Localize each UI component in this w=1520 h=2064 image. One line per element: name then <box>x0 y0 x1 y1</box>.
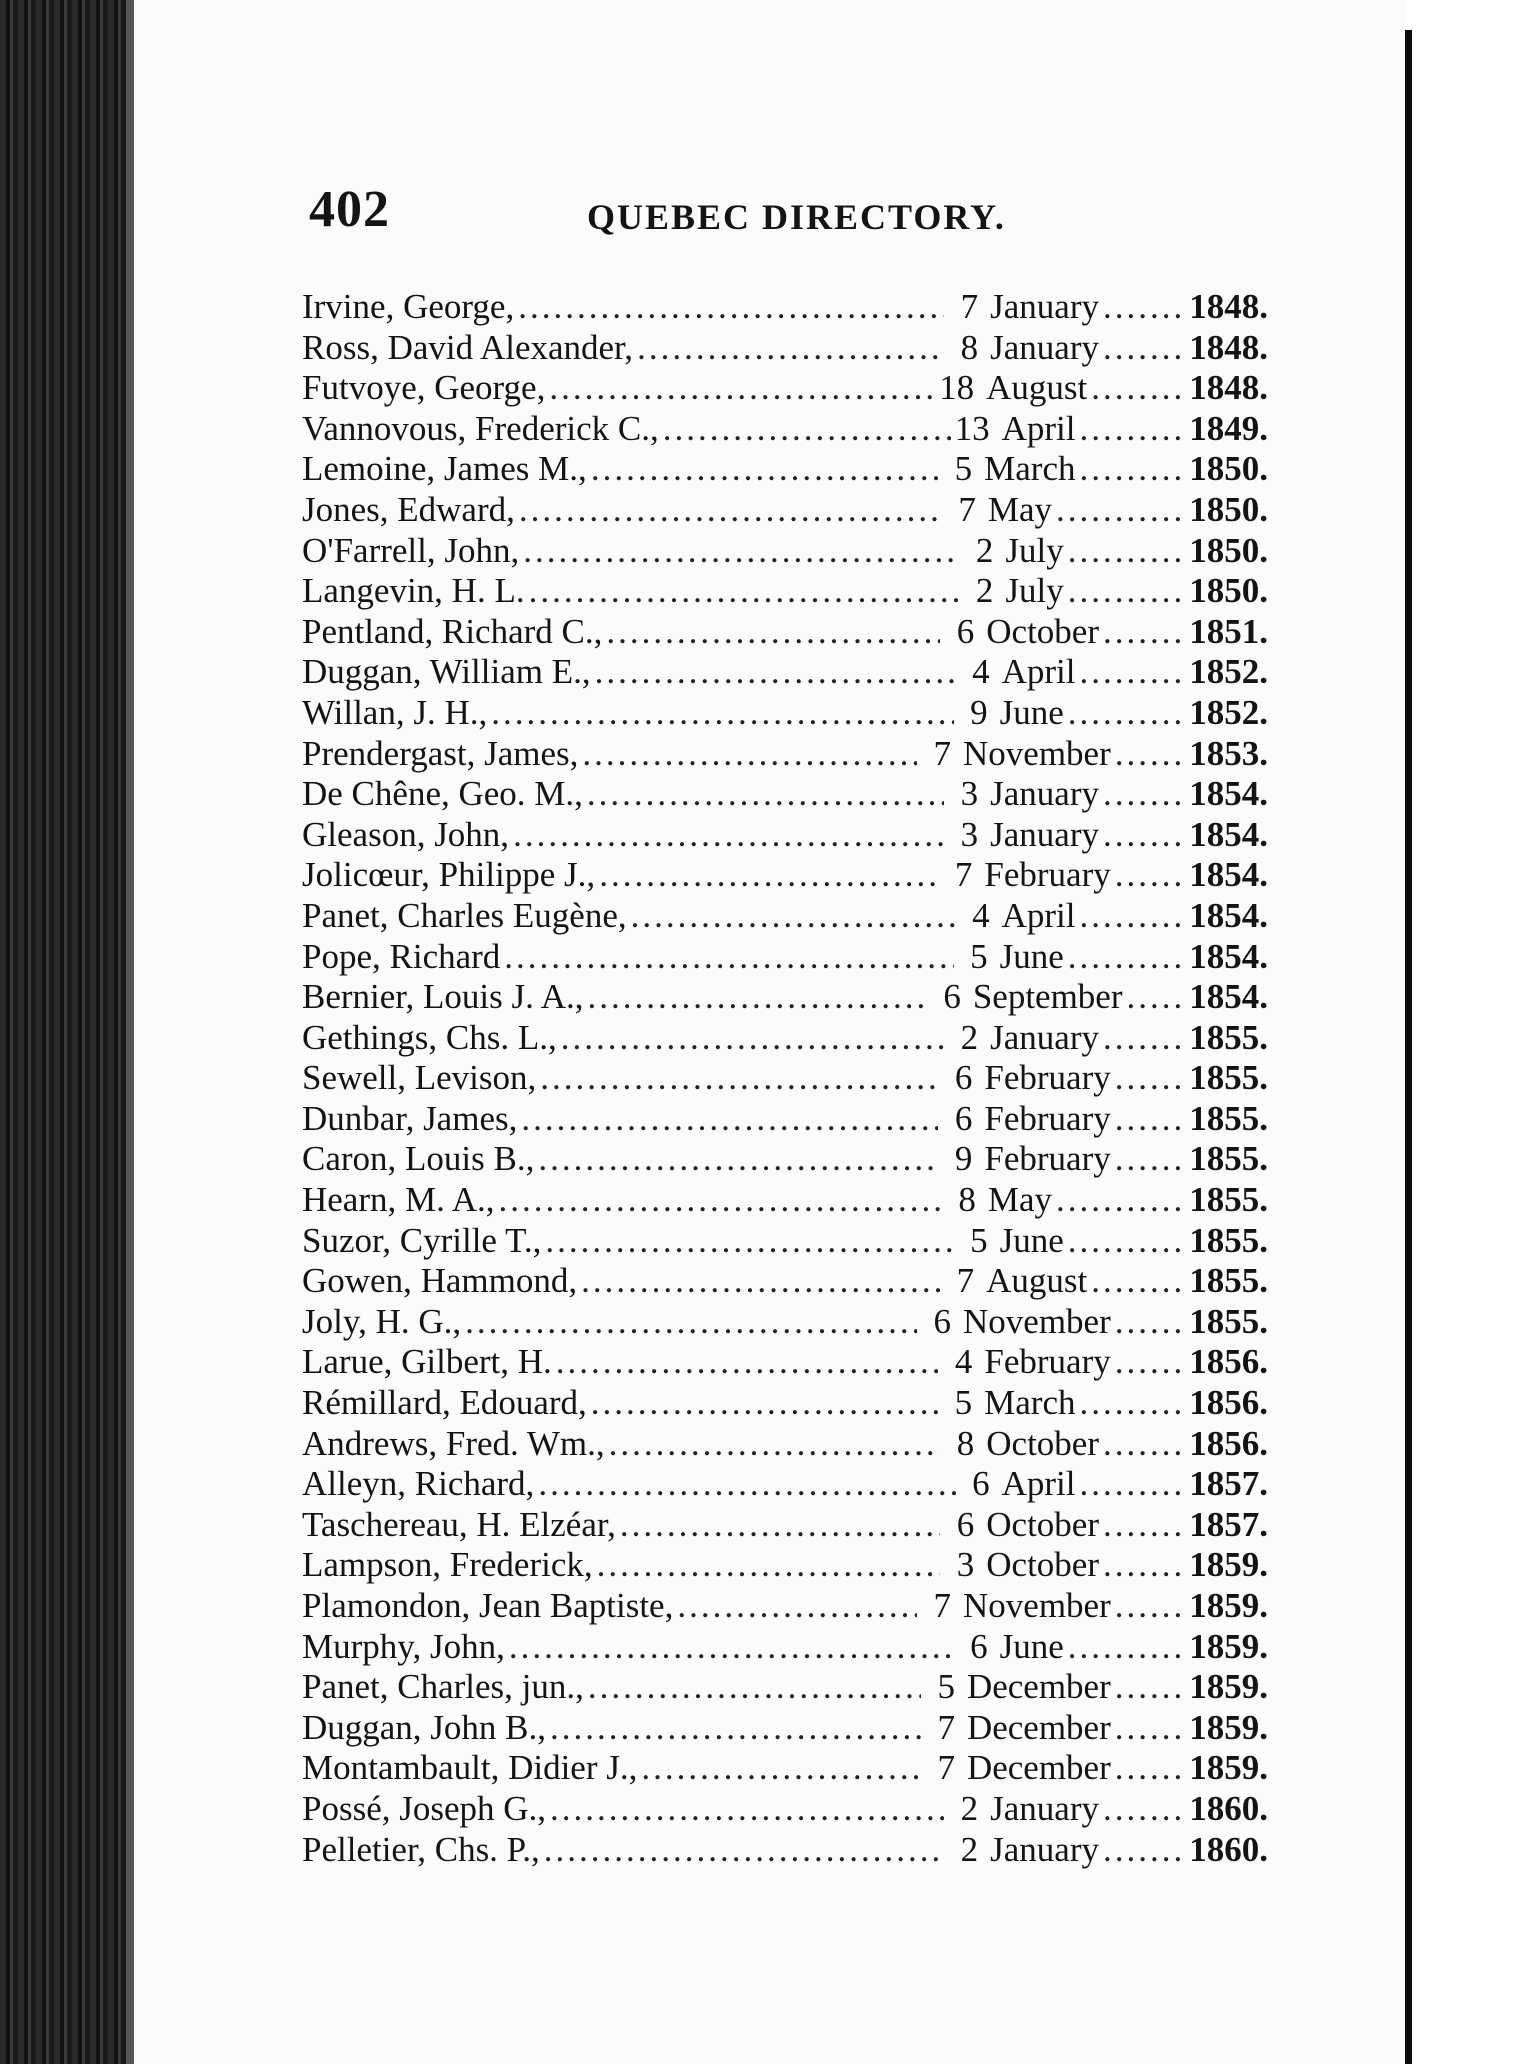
leader-dots: .......... <box>1067 1220 1186 1260</box>
leader-dots: .......... <box>1067 571 1186 611</box>
leader-dots <box>609 1424 941 1464</box>
entry-day: 3 <box>960 774 979 814</box>
leader-dots: ....... <box>1103 774 1186 814</box>
list-item <box>302 1586 1268 1627</box>
leader-dots: ....... <box>1103 814 1186 854</box>
entry-day: 2 <box>960 1829 979 1869</box>
entry-name: Gowen, Hammond, <box>302 1261 578 1301</box>
entry-year: 1860. <box>1189 1829 1268 1869</box>
entry-name: Lampson, Frederick, <box>302 1545 593 1585</box>
entry-year: 1854. <box>1189 936 1268 976</box>
leader-dots: ...... <box>1114 855 1186 895</box>
leader-dots: ...... <box>1114 1301 1186 1341</box>
entry-name: Taschereau, H. Elzéar, <box>302 1504 616 1544</box>
entry-year: 1848. <box>1189 287 1268 326</box>
entry-month: February <box>984 1098 1111 1138</box>
entry-name: Rémillard, Edouard, <box>302 1383 587 1423</box>
leader-dots: ...... <box>1114 1667 1186 1707</box>
entry-name: Langevin, H. L. <box>302 571 525 611</box>
entry-year: 1852. <box>1189 652 1268 692</box>
entry-name: Gethings, Chs. L., <box>302 1017 557 1057</box>
leader-dots: ....... <box>1103 1545 1186 1585</box>
leader-dots: ........ <box>1091 368 1186 408</box>
entry-year: 1855. <box>1189 1017 1268 1057</box>
leader-dots: ......... <box>1079 895 1186 935</box>
entry-month: November <box>963 733 1111 773</box>
entry-year: 1856. <box>1189 1342 1268 1382</box>
leader-dots: ........... <box>1056 1180 1186 1220</box>
entry-year: 1848. <box>1189 368 1268 408</box>
entry-month: July <box>1005 571 1064 611</box>
entry-year: 1859. <box>1189 1707 1268 1747</box>
entry-month: May <box>987 1180 1052 1220</box>
entry-day: 2 <box>975 530 994 570</box>
entry-month: March <box>984 449 1076 489</box>
entry-month: April <box>1001 895 1076 935</box>
leader-dots <box>504 937 953 977</box>
entry-year: 1855. <box>1189 1180 1268 1220</box>
entry-name: O'Farrell, John, <box>302 530 520 570</box>
entry-year: 1854. <box>1189 895 1268 935</box>
leader-dots: ......... <box>1079 1464 1186 1504</box>
leader-dots <box>544 1830 944 1870</box>
leader-dots <box>538 1139 938 1179</box>
list-item <box>302 409 1268 450</box>
entry-year: 1850. <box>1189 571 1268 611</box>
entry-day: 13 <box>954 408 990 448</box>
entry-day: 7 <box>937 1707 955 1747</box>
entry-month: January <box>990 327 1099 367</box>
entry-name: Dunbar, James, <box>302 1098 518 1138</box>
entry-day: 8 <box>956 1423 975 1463</box>
list-item <box>302 937 1268 978</box>
entry-day: 5 <box>954 449 973 489</box>
entry-day: 2 <box>960 1017 979 1057</box>
leader-dots: ...... <box>1114 1748 1186 1788</box>
entry-month: February <box>984 1139 1111 1179</box>
entry-name: Alleyn, Richard, <box>302 1464 535 1504</box>
leader-dots <box>620 1505 940 1545</box>
leader-dots <box>491 693 953 733</box>
list-item <box>302 1545 1268 1586</box>
entry-month: November <box>963 1301 1111 1341</box>
entry-name: Caron, Louis B., <box>302 1139 535 1179</box>
list-item <box>302 1708 1268 1749</box>
list-item <box>302 774 1268 815</box>
entry-day: 7 <box>958 489 976 529</box>
entry-month: April <box>1001 652 1076 692</box>
entry-day: 5 <box>970 936 988 976</box>
entry-year: 1851. <box>1189 611 1268 651</box>
leader-dots: ......... <box>1079 652 1186 692</box>
list-item <box>302 693 1268 734</box>
entry-month: November <box>963 1586 1111 1625</box>
leader-dots: ........... <box>1056 489 1186 529</box>
entry-month: April <box>1001 408 1076 448</box>
spine-edge <box>126 0 134 2064</box>
entry-day: 6 <box>972 1464 990 1504</box>
entry-day: 3 <box>956 1545 975 1585</box>
entry-year: 1855. <box>1189 1098 1268 1138</box>
list-item <box>302 449 1268 490</box>
right-border-rule <box>1405 30 1412 2064</box>
entry-year: 1857. <box>1189 1464 1268 1504</box>
entry-day: 9 <box>970 692 988 732</box>
entry-name: Panet, Charles Eugène, <box>302 895 627 935</box>
entry-month: February <box>984 855 1111 895</box>
entry-year: 1850. <box>1189 449 1268 489</box>
leader-dots <box>556 1342 939 1382</box>
list-item <box>302 1099 1268 1140</box>
leader-dots <box>641 1748 921 1788</box>
leader-dots <box>587 774 944 814</box>
entry-year: 1849. <box>1189 408 1268 448</box>
entry-name: Montambault, Didier J., <box>302 1748 638 1788</box>
entry-name: Jolicœur, Philippe J., <box>302 855 596 895</box>
entry-month: June <box>999 1220 1064 1260</box>
entry-day: 6 <box>954 1058 973 1098</box>
list-item <box>302 531 1268 572</box>
entry-name: Willan, J. H., <box>302 692 488 732</box>
leader-dots: ......... <box>1079 408 1186 448</box>
list-item <box>302 1302 1268 1343</box>
leader-dots: .......... <box>1067 936 1186 976</box>
leader-dots <box>498 1180 941 1220</box>
entry-month: January <box>990 287 1099 326</box>
entry-day: 7 <box>956 1261 975 1301</box>
leader-dots <box>588 977 927 1017</box>
leader-dots: ....... <box>1103 1017 1186 1057</box>
entry-name: Bernier, Louis J. A., <box>302 977 584 1017</box>
entry-month: January <box>990 774 1099 814</box>
leader-dots <box>521 1099 938 1139</box>
entry-name: Gleason, John, <box>302 814 510 854</box>
leader-dots <box>519 490 942 530</box>
entry-year: 1854. <box>1189 855 1268 895</box>
entry-year: 1857. <box>1189 1504 1268 1544</box>
list-item <box>302 1789 1268 1830</box>
book-spine <box>0 0 134 2064</box>
entry-day: 7 <box>960 287 979 326</box>
entry-year: 1855. <box>1189 1301 1268 1341</box>
entry-month: December <box>966 1667 1111 1707</box>
entry-name: Lemoine, James M., <box>302 449 587 489</box>
entry-day: 7 <box>933 1586 952 1625</box>
leader-dots: .......... <box>1067 1626 1186 1666</box>
entry-day: 9 <box>954 1139 973 1179</box>
leader-dots: ....... <box>1103 1504 1186 1544</box>
entry-month: September <box>972 977 1123 1017</box>
entry-name: Possé, Joseph G., <box>302 1788 547 1828</box>
leader-dots: ...... <box>1114 1707 1186 1747</box>
leader-dots <box>540 1058 938 1098</box>
leader-dots <box>677 1586 917 1626</box>
list-item <box>302 652 1268 693</box>
leader-dots: ......... <box>1079 449 1186 489</box>
list-item <box>302 977 1268 1018</box>
list-item <box>302 1830 1268 1871</box>
leader-dots: ....... <box>1103 327 1186 367</box>
leader-dots <box>561 1018 944 1058</box>
list-item <box>302 1342 1268 1383</box>
entry-day: 3 <box>960 814 979 854</box>
entry-day: 7 <box>954 855 973 895</box>
leader-dots: .......... <box>1067 530 1186 570</box>
entry-year: 1855. <box>1189 1261 1268 1301</box>
list-item <box>302 1058 1268 1099</box>
list-item <box>302 287 1268 328</box>
entry-name: Murphy, John, <box>302 1626 505 1666</box>
leader-dots: ...... <box>1114 1342 1186 1382</box>
list-item <box>302 1667 1268 1708</box>
directory-list <box>302 287 1268 1870</box>
entry-month: August <box>986 1261 1088 1301</box>
entry-year: 1855. <box>1189 1058 1268 1098</box>
entry-name: Futvoye, George, <box>302 368 546 408</box>
leader-dots: ...... <box>1114 1139 1186 1179</box>
leader-dots <box>663 409 951 449</box>
entry-name: De Chêne, Geo. M., <box>302 774 583 814</box>
list-item <box>302 1180 1268 1221</box>
entry-year: 1850. <box>1189 530 1268 570</box>
entry-day: 8 <box>958 1180 976 1220</box>
entry-year: 1855. <box>1189 1139 1268 1179</box>
entry-year: 1848. <box>1189 327 1268 367</box>
leader-dots <box>599 855 938 895</box>
page-header <box>309 180 1009 250</box>
entry-name: Suzor, Cyrille T., <box>302 1220 542 1260</box>
list-item <box>302 1627 1268 1668</box>
entry-year: 1854. <box>1189 977 1268 1017</box>
leader-dots <box>631 896 956 936</box>
leader-dots: ....... <box>1103 1829 1186 1869</box>
leader-dots <box>550 1708 921 1748</box>
leader-dots <box>595 652 956 692</box>
leader-dots <box>588 1667 921 1707</box>
entry-month: December <box>966 1707 1111 1747</box>
entry-month: August <box>986 368 1088 408</box>
leader-dots: ........ <box>1091 1261 1186 1301</box>
entry-name: Hearn, M. A., <box>302 1180 495 1220</box>
leader-dots <box>509 1627 954 1667</box>
leader-dots: ...... <box>1114 733 1186 773</box>
entry-month: October <box>986 1423 1099 1463</box>
entry-month: October <box>986 611 1099 651</box>
entry-name: Panet, Charles, jun., <box>302 1667 584 1707</box>
entry-name: Duggan, William E., <box>302 652 591 692</box>
leader-dots: .......... <box>1067 692 1186 732</box>
leader-dots: ...... <box>1114 1586 1186 1625</box>
leader-dots <box>597 1545 941 1585</box>
list-item <box>302 1748 1268 1789</box>
entry-year: 1853. <box>1189 733 1268 773</box>
list-item <box>302 612 1268 653</box>
entry-year: 1850. <box>1189 489 1268 529</box>
list-item <box>302 1464 1268 1505</box>
list-item <box>302 490 1268 531</box>
entry-name: Vannovous, Frederick C., <box>302 408 659 448</box>
leader-dots <box>591 1383 938 1423</box>
entry-name: Joly, H. G., <box>302 1301 462 1341</box>
entry-name: Irvine, George, <box>302 287 515 326</box>
leader-dots: ......... <box>1079 1383 1186 1423</box>
entry-month: October <box>986 1545 1099 1585</box>
page-title: QUEBEC DIRECTORY. <box>587 197 1006 237</box>
entry-name: Ross, David Alexander, <box>302 327 634 367</box>
entry-name: Pentland, Richard C., <box>302 611 603 651</box>
entry-day: 5 <box>970 1220 988 1260</box>
entry-month: March <box>984 1383 1076 1423</box>
entry-year: 1854. <box>1189 814 1268 854</box>
entry-month: June <box>999 1626 1064 1666</box>
entry-name: Larue, Gilbert, H. <box>302 1342 552 1382</box>
leader-dots: ....... <box>1103 287 1186 326</box>
entry-year: 1856. <box>1189 1383 1268 1423</box>
entry-month: May <box>987 489 1052 529</box>
list-item <box>302 1018 1268 1059</box>
list-item <box>302 1221 1268 1262</box>
entry-day: 6 <box>933 1301 952 1341</box>
entry-year: 1860. <box>1189 1788 1268 1828</box>
entry-day: 7 <box>933 733 952 773</box>
entry-day: 4 <box>954 1342 973 1382</box>
entry-month: October <box>986 1504 1099 1544</box>
list-item <box>302 1139 1268 1180</box>
entry-name: Pope, Richard <box>302 936 501 976</box>
leader-dots: ...... <box>1114 1058 1186 1098</box>
leader-dots: ..... <box>1126 977 1186 1017</box>
list-item <box>302 571 1268 612</box>
leader-dots <box>637 328 944 368</box>
entry-month: January <box>990 1017 1099 1057</box>
leader-dots: ...... <box>1114 1098 1186 1138</box>
entry-month: December <box>966 1748 1111 1788</box>
leader-dots <box>545 1221 953 1261</box>
entry-day: 2 <box>975 571 994 611</box>
leader-dots <box>549 368 935 408</box>
list-item <box>302 328 1268 369</box>
entry-year: 1855. <box>1189 1220 1268 1260</box>
list-item <box>302 1424 1268 1465</box>
list-item <box>302 368 1268 409</box>
entry-year: 1859. <box>1189 1545 1268 1585</box>
entry-day: 8 <box>960 327 979 367</box>
entry-year: 1859. <box>1189 1586 1268 1625</box>
entry-year: 1859. <box>1189 1626 1268 1666</box>
entry-day: 18 <box>939 368 975 408</box>
entry-name: Jones, Edward, <box>302 489 515 529</box>
entry-name: Prendergast, James, <box>302 733 579 773</box>
entry-month: February <box>984 1342 1111 1382</box>
entry-day: 5 <box>954 1383 973 1423</box>
list-item <box>302 734 1268 775</box>
entry-month: April <box>1001 1464 1076 1504</box>
entry-month: July <box>1005 530 1064 570</box>
leader-dots <box>529 571 960 611</box>
entry-day: 6 <box>943 977 961 1017</box>
leader-dots <box>538 1464 955 1504</box>
leader-dots <box>550 1789 944 1829</box>
leader-dots <box>591 449 938 489</box>
entry-name: Sewell, Levison, <box>302 1058 537 1098</box>
entry-month: June <box>999 936 1064 976</box>
leader-dots <box>582 734 917 774</box>
list-item <box>302 1505 1268 1546</box>
entry-day: 4 <box>972 652 990 692</box>
entry-year: 1854. <box>1189 774 1268 814</box>
list-item <box>302 896 1268 937</box>
leader-dots: ....... <box>1103 1788 1186 1828</box>
leader-dots <box>606 612 940 652</box>
entry-year: 1859. <box>1189 1748 1268 1788</box>
leader-dots <box>518 287 944 327</box>
entry-day: 6 <box>956 611 975 651</box>
entry-month: January <box>990 1829 1099 1869</box>
list-item <box>302 815 1268 856</box>
entry-year: 1852. <box>1189 692 1268 732</box>
entry-day: 6 <box>956 1504 975 1544</box>
entry-name: Pelletier, Chs. P., <box>302 1829 540 1869</box>
entry-name: Andrews, Fred. Wm., <box>302 1423 605 1463</box>
leader-dots <box>523 531 959 571</box>
leader-dots: ....... <box>1103 611 1186 651</box>
entry-day: 2 <box>960 1788 979 1828</box>
list-item <box>302 1383 1268 1424</box>
leader-dots <box>581 1261 940 1301</box>
entry-day: 6 <box>954 1098 973 1138</box>
page-number: 402 <box>309 181 390 238</box>
entry-day: 7 <box>937 1748 955 1788</box>
list-item <box>302 855 1268 896</box>
entry-month: February <box>984 1058 1111 1098</box>
leader-dots <box>465 1302 917 1342</box>
leader-dots: ....... <box>1103 1423 1186 1463</box>
list-item <box>302 1261 1268 1302</box>
entry-day: 6 <box>970 1626 988 1666</box>
entry-month: January <box>990 1788 1099 1828</box>
entry-name: Duggan, John B., <box>302 1707 547 1747</box>
entry-month: June <box>999 692 1064 732</box>
entry-name: Plamondon, Jean Baptiste, <box>302 1586 674 1625</box>
entry-day: 4 <box>972 895 990 935</box>
entry-year: 1859. <box>1189 1667 1268 1707</box>
entry-month: January <box>990 814 1099 854</box>
leader-dots <box>513 815 944 855</box>
entry-year: 1856. <box>1189 1423 1268 1463</box>
entry-day: 5 <box>937 1667 955 1707</box>
